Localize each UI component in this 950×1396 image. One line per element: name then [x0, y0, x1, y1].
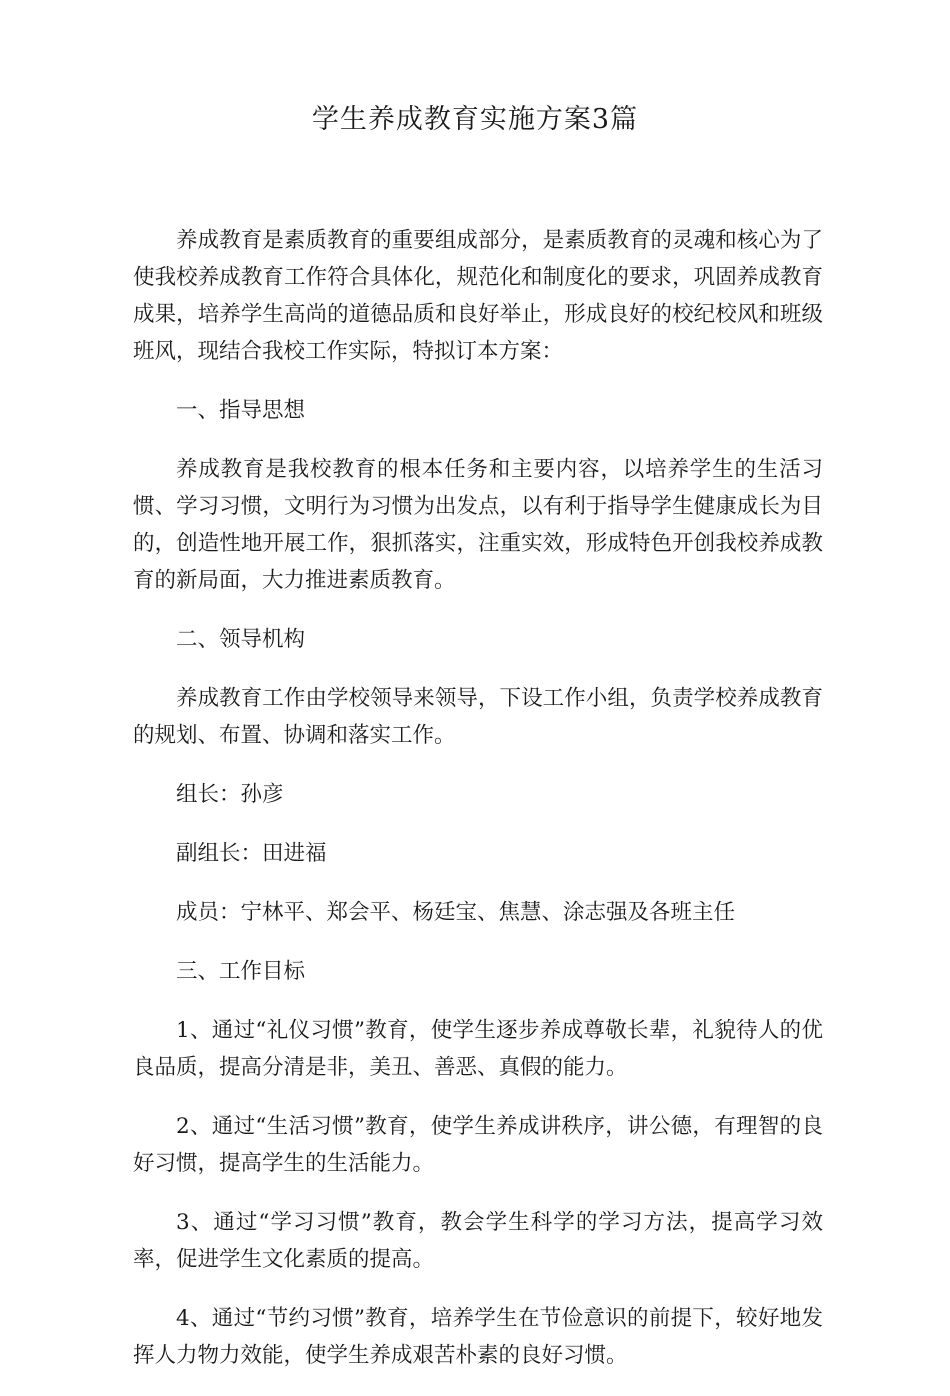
section-heading-work-goals: 三、工作目标: [176, 959, 306, 984]
section-heading-leadership: 二、领导机构: [176, 627, 306, 652]
members-line: 成员：宁林平、郑会平、杨廷宝、焦慧、涂志强及各班主任: [176, 900, 736, 925]
goal-item-2: 2、通过“生活习惯”教育，使学生养成讲秩序，讲公德，有理智的良好习惯，提高学生的生活能力。: [133, 1114, 823, 1176]
team-leader-line: 组长：孙彦: [176, 782, 284, 807]
intro-paragraph: 养成教育是素质教育的重要组成部分，是素质教育的灵魂和核心为了使我校养成教育工作符合具体化，规范化和制度化的要求，巩固养成教育成果，培养学生高尚的道德品质和良好举止，形成良好的校纪校风和班级班风，现结合我校工作实际，特拟订本方案：: [133, 228, 823, 364]
goal-item-3: 3、通过“学习习惯”教育，教会学生科学的学习方法，提高学习效率，促进学生文化素质的提高。: [133, 1210, 823, 1272]
section-heading-guiding-ideology: 一、指导思想: [176, 398, 306, 423]
document-title: 学生养成教育实施方案3篇: [311, 104, 639, 135]
guiding-ideology-paragraph: 养成教育是我校教育的根本任务和主要内容，以培养学生的生活习惯、学习习惯，文明行为习惯为出发点，以有利于指导学生健康成长为目的，创造性地开展工作，狠抓落实，注重实效，形成特色开创我校养成教育的新局面，大力推进素质教育。: [133, 457, 823, 593]
goal-item-1: 1、通过“礼仪习惯”教育，使学生逐步养成尊敬长辈，礼貌待人的优良品质，提高分清是非，美丑、善恶、真假的能力。: [133, 1018, 823, 1080]
document-body: [133, 222, 823, 1396]
goal-item-4: 4、通过“节约习惯”教育，培养学生在节俭意识的前提下，较好地发挥人力物力效能，使学生养成艰苦朴素的良好习惯。: [133, 1306, 823, 1368]
deputy-leader-line: 副组长：田进福: [176, 841, 327, 866]
leadership-paragraph: 养成教育工作由学校领导来领导，下设工作小组，负责学校养成教育的规划、布置、协调和落实工作。: [133, 686, 823, 748]
